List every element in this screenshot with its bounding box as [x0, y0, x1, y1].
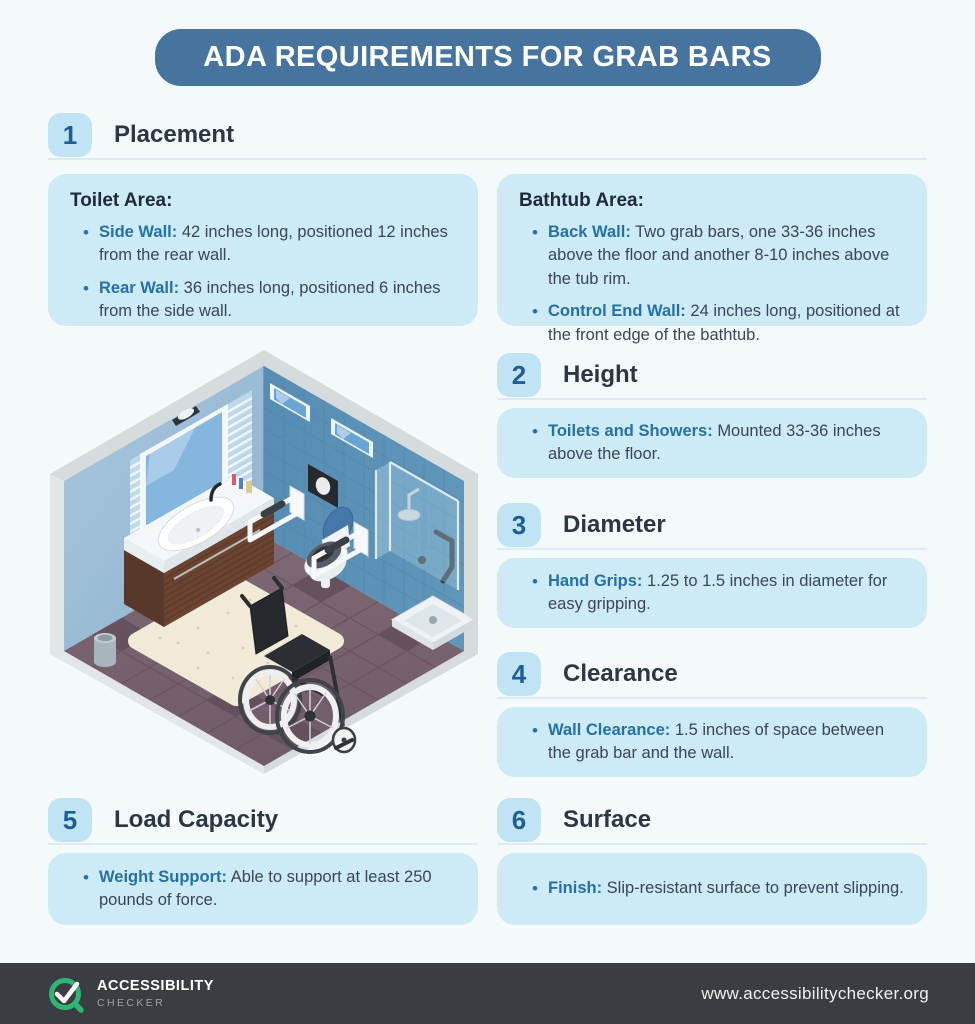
bullet-label: Control End Wall: [548, 302, 686, 321]
shower-glass [376, 462, 390, 559]
bullet-text: Slip-resistant surface to prevent slipping. [606, 879, 904, 898]
bullet-list [517, 570, 907, 617]
bullet-text: 36 inches long, positioned 6 inches from the side wall. [99, 278, 441, 321]
section-number-badge: 6 [497, 798, 541, 842]
section-header-placement [48, 112, 927, 160]
section-header-load-capacity [48, 797, 478, 845]
bullet-text: 1.25 to 1.5 inches in diameter for easy gripping. [548, 571, 888, 613]
bullet-text: Two grab bars, one 33-36 inches above the floor and another 8-10 inches above the tub rim. [548, 223, 890, 288]
bullet-label: Wall Clearance: [548, 720, 671, 739]
bullet-text: 42 inches long, positioned 12 inches from the rear wall. [99, 223, 448, 265]
box-heading: Bathtub Area: [519, 190, 644, 211]
toilet-area-box [48, 174, 478, 326]
bullet-label: Back Wall: [548, 223, 631, 241]
list-item [531, 719, 907, 766]
trash-can [94, 633, 116, 667]
bullet-label: Side Wall: [99, 223, 178, 241]
bullet-label: Rear Wall: [99, 278, 180, 297]
list-item [531, 221, 907, 291]
section-number-badge: 3 [497, 503, 541, 547]
bullet-text: 24 inches long, positioned at the front edge of the bathtub. [548, 302, 900, 344]
check-icon [57, 984, 77, 1001]
list-item [531, 300, 907, 347]
accessibility-checker-logo-icon [46, 973, 86, 1015]
bullet-label: Finish: [548, 879, 603, 898]
bullet-text: Able to support at least 250 pounds of force. [99, 867, 432, 909]
bullet-list [68, 866, 458, 913]
footer-bar [0, 963, 975, 1024]
list-item [531, 570, 907, 617]
surface-box [497, 853, 927, 925]
list-item [82, 866, 458, 913]
section-title: Surface [563, 806, 652, 833]
bullet-text: Mounted 33-36 inches above the floor. [548, 421, 881, 463]
list-item [531, 877, 907, 900]
section-title: Placement [114, 121, 235, 148]
height-box [497, 408, 927, 478]
section-title: Load Capacity [114, 806, 279, 833]
bullet-list [517, 420, 907, 467]
bullet-label: Hand Grips: [548, 571, 643, 590]
bullet-label: Toilets and Showers: [548, 421, 713, 440]
bullet-list [517, 719, 907, 766]
footer-url: www.accessibilitychecker.org [701, 983, 929, 1003]
list-item [82, 277, 458, 324]
box-heading: Toilet Area: [70, 190, 173, 211]
section-header-surface [497, 797, 927, 845]
section-number-badge: 1 [48, 113, 92, 157]
bullet-label: Weight Support: [99, 867, 228, 886]
page-title: ADA REQUIREMENTS FOR GRAB BARS [203, 41, 772, 73]
brand-subname: CHECKER [97, 997, 166, 1009]
load-capacity-box [48, 853, 478, 925]
bullet-list [68, 221, 458, 324]
clearance-box [497, 707, 927, 777]
bathtub-area-box [497, 174, 927, 344]
section-header-diameter [497, 502, 927, 550]
section-number-badge: 5 [48, 798, 92, 842]
list-item [82, 221, 458, 268]
title-banner [155, 29, 821, 86]
section-header-height [497, 352, 927, 400]
diameter-box [497, 558, 927, 628]
bullet-list [517, 221, 907, 347]
bullet-list [517, 877, 907, 900]
list-item [531, 420, 907, 467]
section-number-badge: 4 [497, 652, 541, 696]
brand-logo [46, 973, 214, 1015]
section-title: Diameter [563, 511, 666, 538]
bullet-text: 1.5 inches of space between the grab bar and the wall. [548, 720, 885, 762]
section-header-clearance [497, 651, 927, 699]
section-title: Height [563, 361, 638, 388]
bathroom-illustration [38, 348, 490, 780]
section-title: Clearance [563, 660, 678, 687]
brand-name: ACCESSIBILITY [97, 978, 214, 994]
section-number-badge: 2 [497, 353, 541, 397]
